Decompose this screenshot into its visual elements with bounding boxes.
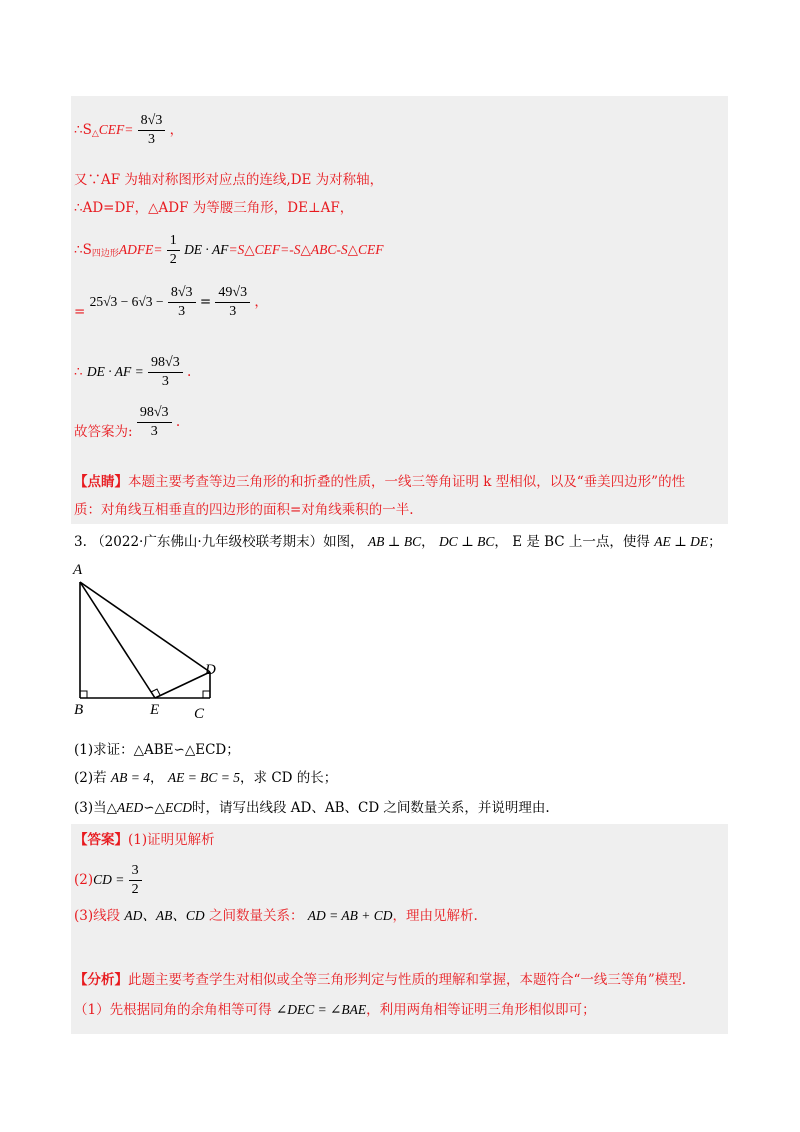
label-c: C — [194, 706, 205, 722]
right-angle-b — [80, 691, 87, 698]
question-part-1: (1)求证：△ABE∽△ECD； — [74, 742, 240, 758]
text: ADFE= — [118, 242, 163, 257]
question-part-3 — [74, 798, 550, 818]
text: (3)线段 — [74, 908, 121, 924]
expression: DE · AF — [184, 242, 229, 257]
text: . — [175, 414, 181, 430]
label-b: B — [74, 702, 84, 718]
solution-line-5 — [74, 284, 268, 322]
fraction — [168, 284, 196, 321]
label-e: E — [150, 702, 160, 718]
expression: ∠DEC = ∠BAE — [275, 1002, 367, 1017]
expression: DE · AF = — [86, 364, 144, 379]
segment-ad — [80, 582, 210, 672]
answer-line-2 — [74, 862, 142, 899]
solution-line-7 — [74, 404, 180, 442]
text: ，求 CD 的长； — [240, 770, 338, 786]
label-d: D — [205, 662, 216, 678]
solution-line-4 — [74, 232, 384, 269]
text: 本题主要考查等边三角形的和折叠的性质，一线三等角证明 k 型相似，以及“垂美四边形”的性 — [128, 474, 686, 490]
numerator: 3 — [129, 862, 142, 881]
comment-line-1 — [74, 472, 685, 492]
numerator: 8√3 — [168, 284, 196, 303]
fraction — [129, 862, 142, 899]
expression: AE ⊥ DE — [654, 534, 709, 549]
denominator: 3 — [150, 424, 158, 439]
fraction — [137, 404, 172, 441]
text: ，利用两角相等证明三角形相似即可； — [366, 1002, 596, 1018]
text: . — [187, 364, 192, 380]
expression: AB ⊥ BC — [367, 534, 422, 549]
question-part-2 — [74, 768, 337, 788]
denominator: 3 — [161, 374, 169, 389]
text: ， — [494, 534, 508, 550]
text: ， — [421, 534, 435, 550]
text: =S△CEF=-S△ABC-S△CEF — [228, 242, 384, 257]
text: 之间数量关系： — [208, 908, 304, 924]
question-number: 3. — [74, 534, 87, 550]
analysis-line-2 — [74, 1000, 596, 1020]
answer-tag: 【答案】 — [74, 832, 128, 848]
text: ； — [708, 534, 722, 550]
text: ∴S — [74, 122, 92, 138]
expression: AD、AB、CD — [124, 908, 205, 923]
numerator: 8√3 — [138, 112, 166, 131]
numerator: 49√3 — [215, 284, 250, 303]
question-header — [74, 532, 722, 552]
numerator: 98√3 — [148, 354, 183, 373]
expression: CD = — [93, 872, 125, 887]
analysis-line-1 — [74, 970, 686, 990]
right-angle-c — [203, 691, 210, 698]
text: (1)证明见解析 — [128, 832, 215, 848]
analysis-tag: 【分析】 — [74, 972, 128, 988]
comment-line-2: 质：对角线互相垂直的四边形的面积=对角线乘积的一半. — [74, 502, 414, 518]
denominator: 3 — [229, 304, 237, 319]
expression: AD = AB + CD — [307, 908, 393, 923]
label-a: A — [73, 562, 83, 578]
expression: DC ⊥ BC — [438, 534, 495, 549]
numerator: 1 — [167, 232, 180, 251]
solution-line-2: 又∵AF 为轴对称图形对应点的连线,DE 为对称轴， — [74, 172, 384, 188]
text: CEF= — [98, 122, 134, 137]
text: (2) — [74, 872, 94, 888]
text: 此题主要考查学生对相似或全等三角形判定与性质的理解和掌握，本题符合“一线三等角”模型. — [128, 972, 687, 988]
segment-ed — [155, 672, 210, 698]
text: ， — [169, 122, 184, 138]
denominator: 3 — [178, 304, 186, 319]
solution-line-6 — [74, 354, 191, 391]
expression: △AED∽△ECD — [106, 800, 192, 815]
expression: AB = 4 — [110, 770, 151, 785]
text: (3)当 — [74, 800, 107, 816]
text: ， — [254, 294, 268, 310]
solution-line-1 — [74, 112, 183, 149]
fraction — [167, 232, 180, 269]
denominator: 2 — [131, 882, 139, 897]
text: ， — [150, 770, 164, 786]
expression: AE = BC = 5 — [167, 770, 241, 785]
denominator: 2 — [169, 252, 177, 267]
text: 故答案为: — [74, 424, 133, 440]
answer-line-1 — [74, 830, 215, 850]
numerator: 98√3 — [137, 404, 172, 423]
text: ∴S — [74, 242, 92, 258]
text: △ — [91, 129, 99, 139]
comment-tag: 【点睛】 — [74, 474, 128, 490]
text: 四边形 — [91, 249, 119, 259]
segment-ae — [80, 582, 155, 698]
text: = — [199, 294, 212, 310]
solution-line-3: ∴AD=DF，△ADF 为等腰三角形，DE⊥AF， — [74, 200, 354, 216]
text: 时，请写出线段 AD、AB、CD 之间数量关系，并说明理由. — [191, 800, 550, 816]
text: （1）先根据同角的余角相等可得 — [74, 1002, 272, 1018]
text: （2022·广东佛山·九年级校联考期末）如图， — [91, 534, 364, 550]
text: = — [74, 304, 86, 320]
fraction — [148, 354, 183, 391]
text: ∴ — [74, 364, 83, 380]
text: E 是 BC 上一点，使得 — [512, 534, 650, 550]
text: ，理由见解析. — [392, 908, 478, 924]
fraction — [215, 284, 250, 321]
text: (2)若 — [74, 770, 107, 786]
expression: 25√3 − 6√3 − — [89, 294, 164, 309]
answer-line-3 — [74, 906, 478, 926]
fraction — [138, 112, 166, 149]
denominator: 3 — [148, 132, 156, 147]
